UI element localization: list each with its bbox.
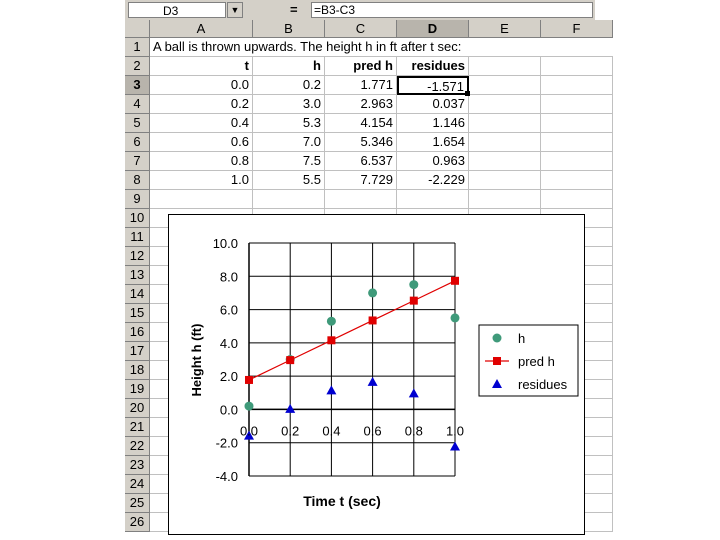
- y-tick-label: 6.0: [219, 302, 238, 318]
- data-cell[interactable]: 0.037: [397, 95, 469, 114]
- legend-marker-h: [493, 334, 502, 343]
- y-tick-label: 10.0: [212, 236, 238, 251]
- data-point-h: [409, 280, 418, 289]
- column-header-b[interactable]: B: [253, 20, 325, 38]
- y-tick-label: -2.0: [215, 435, 238, 451]
- header-cell[interactable]: h: [253, 57, 325, 76]
- data-cell[interactable]: -2.229: [397, 171, 469, 190]
- row-header-7[interactable]: 7: [125, 152, 150, 171]
- data-point-pred-h: [410, 297, 418, 305]
- data-point-pred-h: [327, 336, 335, 344]
- row-header-1[interactable]: 1: [125, 38, 150, 57]
- cell-empty[interactable]: [469, 171, 541, 190]
- row-header-16[interactable]: 16: [125, 323, 150, 342]
- series-line-pred-h: [249, 281, 455, 380]
- data-cell[interactable]: 5.346: [325, 133, 397, 152]
- cell-empty[interactable]: [469, 133, 541, 152]
- cell-empty[interactable]: [469, 114, 541, 133]
- data-cell[interactable]: 0.4: [150, 114, 253, 133]
- cell-empty[interactable]: [541, 114, 613, 133]
- row-header-25[interactable]: 25: [125, 494, 150, 513]
- header-cell[interactable]: t: [150, 57, 253, 76]
- data-point-pred-h: [451, 277, 459, 285]
- cell-empty[interactable]: [541, 133, 613, 152]
- y-tick-label: 4.0: [219, 335, 238, 351]
- cell-empty[interactable]: [150, 190, 253, 209]
- cell-empty[interactable]: [541, 76, 613, 95]
- cell-empty[interactable]: [397, 190, 469, 209]
- data-cell[interactable]: 0.2: [150, 95, 253, 114]
- y-axis-label: Height h (ft): [189, 323, 204, 397]
- data-cell[interactable]: 5.3: [253, 114, 325, 133]
- row-header-23[interactable]: 23: [125, 456, 150, 475]
- x-tick-label: 0.6: [363, 423, 382, 439]
- row-header-11[interactable]: 11: [125, 228, 150, 247]
- row-header-17[interactable]: 17: [125, 342, 150, 361]
- y-tick-label: 2.0: [219, 369, 238, 385]
- fill-handle[interactable]: [465, 91, 470, 96]
- data-point-pred-h: [369, 316, 377, 324]
- x-tick-label: 0.2: [281, 423, 300, 439]
- y-tick-label: 0.0: [219, 402, 238, 418]
- row-header-10[interactable]: 10: [125, 209, 150, 228]
- data-cell[interactable]: 5.5: [253, 171, 325, 190]
- row-header-21[interactable]: 21: [125, 418, 150, 437]
- row-header-4[interactable]: 4: [125, 95, 150, 114]
- row-header-14[interactable]: 14: [125, 285, 150, 304]
- data-cell[interactable]: 7.0: [253, 133, 325, 152]
- legend-marker-pred-h: [493, 357, 501, 365]
- cell-empty[interactable]: [469, 95, 541, 114]
- row-header-6[interactable]: 6: [125, 133, 150, 152]
- x-tick-label: 0.0: [239, 423, 259, 439]
- cell-empty[interactable]: [541, 152, 613, 171]
- header-cell[interactable]: pred h: [325, 57, 397, 76]
- active-cell[interactable]: -1.571: [397, 76, 469, 95]
- cell-empty[interactable]: [469, 76, 541, 95]
- header-cell[interactable]: residues: [397, 57, 469, 76]
- column-header-c[interactable]: C: [325, 20, 397, 38]
- data-point-pred-h: [245, 376, 253, 384]
- cell-empty[interactable]: [469, 152, 541, 171]
- name-box[interactable]: D3: [128, 2, 226, 18]
- data-cell[interactable]: 0.2: [253, 76, 325, 95]
- data-cell[interactable]: 1.146: [397, 114, 469, 133]
- data-point-h: [451, 313, 460, 322]
- data-cell[interactable]: 6.537: [325, 152, 397, 171]
- column-header-f[interactable]: F: [541, 20, 613, 38]
- row-header-18[interactable]: 18: [125, 361, 150, 380]
- column-header-d[interactable]: D: [397, 20, 469, 38]
- data-cell[interactable]: 2.963: [325, 95, 397, 114]
- data-cell[interactable]: 0.6: [150, 133, 253, 152]
- data-point-residues: [368, 377, 378, 386]
- legend-label-pred-h: pred h: [518, 354, 555, 369]
- data-point-h: [368, 288, 377, 297]
- chart-svg: [169, 215, 584, 534]
- cell-empty[interactable]: [469, 190, 541, 209]
- data-point-residues: [326, 385, 336, 394]
- row-header-24[interactable]: 24: [125, 475, 150, 494]
- x-tick-label: 1.0: [445, 423, 465, 439]
- data-point-pred-h: [286, 356, 294, 364]
- x-tick-label: 0.8: [404, 423, 423, 439]
- row-header-20[interactable]: 20: [125, 399, 150, 418]
- cell-empty[interactable]: [325, 190, 397, 209]
- cell-empty[interactable]: [541, 171, 613, 190]
- row-header-13[interactable]: 13: [125, 266, 150, 285]
- cell-title[interactable]: A ball is thrown upwards. The height h in ft after t sec:: [150, 38, 613, 57]
- cell-empty[interactable]: [541, 95, 613, 114]
- chart-legend: [479, 325, 578, 396]
- data-point-h: [245, 402, 254, 411]
- row-header-26[interactable]: 26: [125, 513, 150, 532]
- data-point-residues: [285, 404, 295, 413]
- data-cell[interactable]: 3.0: [253, 95, 325, 114]
- cell-empty[interactable]: [253, 190, 325, 209]
- y-tick-label: 8.0: [219, 269, 238, 285]
- data-point-residues: [409, 388, 419, 397]
- column-header-e[interactable]: E: [469, 20, 541, 38]
- data-cell[interactable]: 0.8: [150, 152, 253, 171]
- cell-empty[interactable]: [541, 57, 613, 76]
- data-cell[interactable]: 7.729: [325, 171, 397, 190]
- row-header-19[interactable]: 19: [125, 380, 150, 399]
- data-cell[interactable]: 0.0: [150, 76, 253, 95]
- x-tick-label: 0.4: [322, 423, 341, 439]
- row-header-8[interactable]: 8: [125, 171, 150, 190]
- row-header-22[interactable]: 22: [125, 437, 150, 456]
- row-header-2[interactable]: 2: [125, 57, 150, 76]
- equals-sign: =: [290, 2, 298, 17]
- formula-input[interactable]: =B3-C3: [311, 2, 593, 18]
- column-header-a[interactable]: A: [150, 20, 253, 38]
- row-header-12[interactable]: 12: [125, 247, 150, 266]
- legend-label-h: h: [518, 331, 526, 346]
- row-header-15[interactable]: 15: [125, 304, 150, 323]
- chevron-down-icon[interactable]: ▼: [227, 2, 243, 18]
- data-point-h: [327, 317, 336, 326]
- select-all-corner[interactable]: [125, 20, 150, 38]
- cell-empty[interactable]: [469, 57, 541, 76]
- row-header-9[interactable]: 9: [125, 190, 150, 209]
- data-cell[interactable]: 7.5: [253, 152, 325, 171]
- formula-bar: [125, 0, 595, 21]
- data-cell[interactable]: 1.0: [150, 171, 253, 190]
- embedded-chart[interactable]: [168, 214, 585, 535]
- data-cell[interactable]: 0.963: [397, 152, 469, 171]
- y-tick-label: -4.0: [215, 469, 238, 484]
- x-axis-label: Time t (sec): [303, 493, 381, 509]
- row-header-5[interactable]: 5: [125, 114, 150, 133]
- row-header-3[interactable]: 3: [125, 76, 150, 95]
- data-cell[interactable]: 1.771: [325, 76, 397, 95]
- cell-empty[interactable]: [541, 190, 613, 209]
- data-cell[interactable]: 4.154: [325, 114, 397, 133]
- data-cell[interactable]: 1.654: [397, 133, 469, 152]
- legend-label-residues: residues: [518, 377, 568, 392]
